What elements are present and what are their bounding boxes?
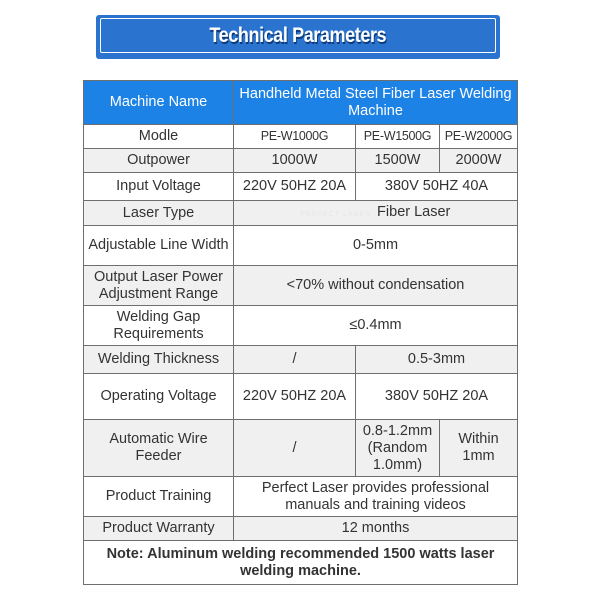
- row-line-width: [84, 226, 518, 266]
- row-wire-feeder: [84, 420, 518, 477]
- line-width-label: Adjustable Line Width: [84, 226, 234, 266]
- operating-voltage-label: Operating Voltage: [84, 374, 234, 420]
- row-training: [84, 477, 518, 517]
- row-machine-name: [84, 81, 518, 125]
- row-laser-type: [84, 201, 518, 226]
- row-note: [84, 541, 518, 585]
- outpower-label: Outpower: [84, 149, 234, 173]
- row-input-voltage: [84, 173, 518, 201]
- model-label: Modle: [84, 125, 234, 149]
- wire-feeder-label: Automatic Wire Feeder: [84, 420, 234, 477]
- row-thickness: [84, 346, 518, 374]
- wire-feeder-value-1: /: [234, 420, 356, 477]
- machine-name-value: Handheld Metal Steel Fiber Laser Welding Machine: [234, 81, 518, 125]
- spec-table: [83, 80, 518, 585]
- model-value-3: PE-W2000G: [440, 125, 518, 149]
- power-range-value: <70% without condensation: [234, 266, 518, 306]
- watermark-text: PERFECT LASER: [300, 210, 372, 218]
- input-voltage-label: Input Voltage: [84, 173, 234, 201]
- thickness-label: Welding Thickness: [84, 346, 234, 374]
- laser-type-label: Laser Type: [84, 201, 234, 226]
- laser-type-cell: [234, 201, 518, 226]
- outpower-value-3: 2000W: [440, 149, 518, 173]
- banner-title: Technical Parameters: [209, 23, 387, 47]
- warranty-value: 12 months: [234, 517, 518, 541]
- input-voltage-value-2: 380V 50HZ 40A: [356, 173, 518, 201]
- row-operating-voltage: [84, 374, 518, 420]
- note-text: Note: Aluminum welding recommended 1500 watts laser welding machine.: [84, 541, 518, 585]
- line-width-value: 0-5mm: [234, 226, 518, 266]
- operating-voltage-value-2: 380V 50HZ 20A: [356, 374, 518, 420]
- thickness-value-1: /: [234, 346, 356, 374]
- warranty-label: Product Warranty: [84, 517, 234, 541]
- banner-frame: [100, 18, 496, 53]
- gap-value: ≤0.4mm: [234, 306, 518, 346]
- model-value-1: PE-W1000G: [234, 125, 356, 149]
- training-label: Product Training: [84, 477, 234, 517]
- machine-name-label: Machine Name: [84, 81, 234, 125]
- operating-voltage-value-1: 220V 50HZ 20A: [234, 374, 356, 420]
- wire-feeder-value-3: Within 1mm: [440, 420, 518, 477]
- wire-feeder-value-2: 0.8-1.2mm (Random 1.0mm): [356, 420, 440, 477]
- outpower-value-1: 1000W: [234, 149, 356, 173]
- thickness-value-2: 0.5-3mm: [356, 346, 518, 374]
- gap-label: Welding Gap Requirements: [84, 306, 234, 346]
- row-warranty: [84, 517, 518, 541]
- row-model: [84, 125, 518, 149]
- laser-type-value: Fiber Laser: [377, 203, 451, 220]
- row-power-range: [84, 266, 518, 306]
- row-gap: [84, 306, 518, 346]
- power-range-label: Output Laser Power Adjustment Range: [84, 266, 234, 306]
- model-value-2: PE-W1500G: [356, 125, 440, 149]
- input-voltage-value-1: 220V 50HZ 20A: [234, 173, 356, 201]
- training-value: Perfect Laser provides professional manuals and training videos: [234, 477, 518, 517]
- title-banner: [96, 15, 500, 59]
- outpower-value-2: 1500W: [356, 149, 440, 173]
- row-outpower: [84, 149, 518, 173]
